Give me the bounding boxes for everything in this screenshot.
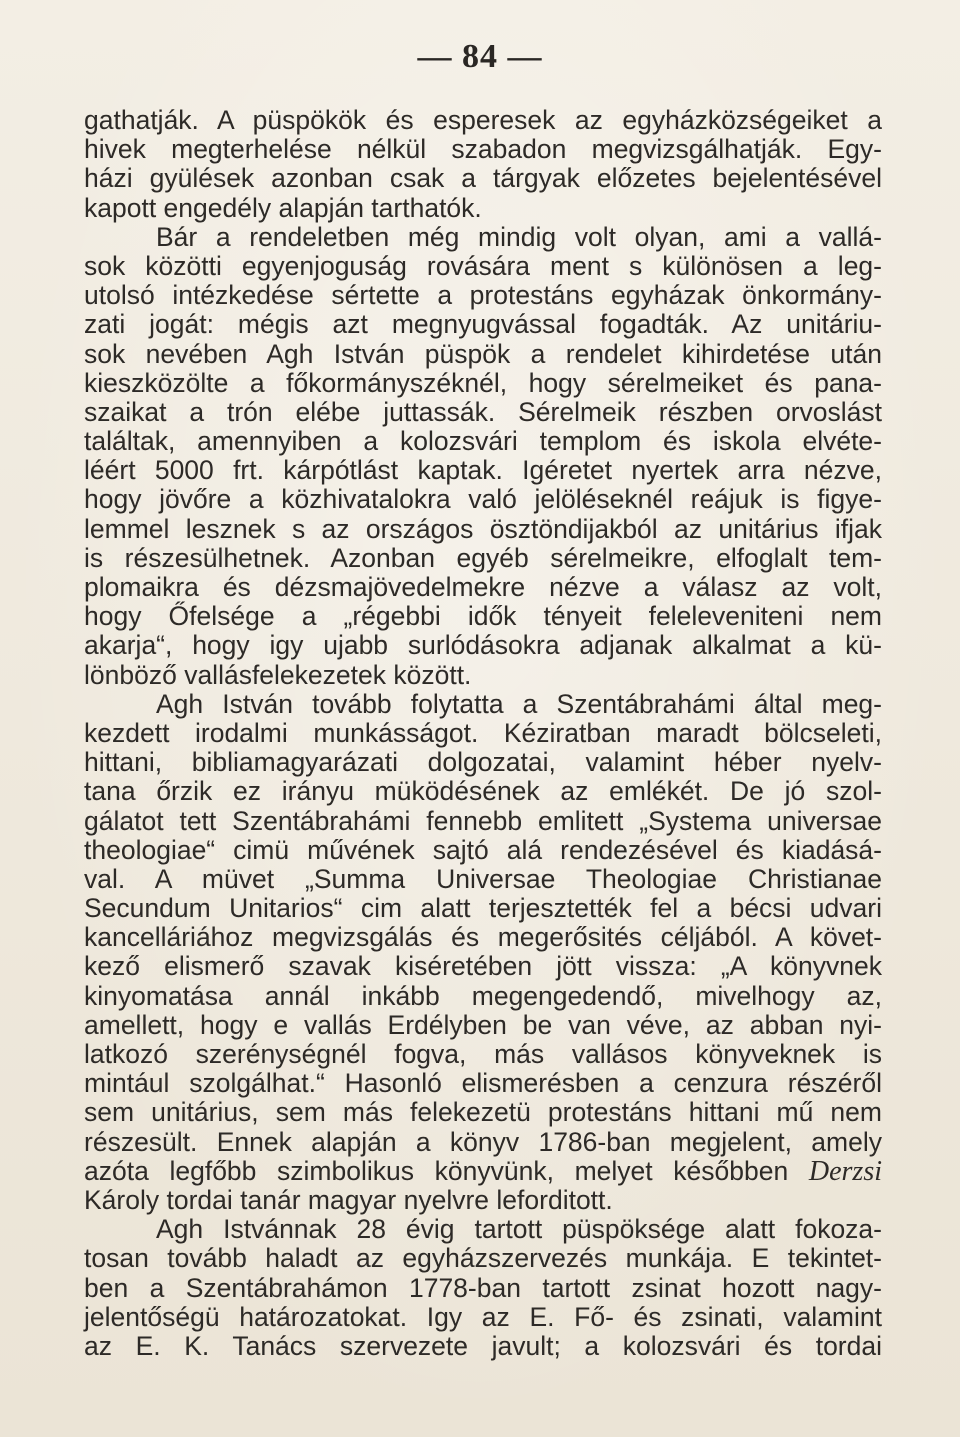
text-line: az E. K. Tanács szervezete javult; a kolozsvári és tordai xyxy=(84,1330,882,1361)
text-line: latkozó szerénységnél fogva, más vallásos könyveknek is xyxy=(84,1039,882,1069)
text-line: hogy Őfelsége a „régebbi idők tényeit feleleveniteni nem xyxy=(84,601,882,632)
text-line: sok nevében Agh István püspök a rendelet kihirdetése után xyxy=(84,338,882,369)
text-line: val. A müvet „Summa Universae Theologiae Christianae xyxy=(84,863,882,894)
text-line: kieszközölte a főkormányszéknél, hogy sérelmeiket és pana- xyxy=(84,367,882,398)
text-line: kapott engedély alapján tarthatók. xyxy=(84,192,482,223)
text-line-with-italic xyxy=(84,1157,882,1186)
text-line: jelentőségü határozatokat. Igy az E. Fő- és zsinati, valamint xyxy=(84,1301,882,1332)
text-line: Károly tordai tanár magyar nyelvre leforditott. xyxy=(84,1184,613,1215)
page-text xyxy=(84,106,882,1361)
text-line: sem unitárius, sem más felekezetü protestáns hittani mű nem xyxy=(84,1097,882,1128)
text-line: utolsó intézkedése sértette a protestáns egyházak önkormány- xyxy=(84,280,882,311)
text-line: hittani, bibliamagyarázati dolgozatai, valamint héber nyelv- xyxy=(84,747,882,778)
text-line: gálatot tett Szentábrahámi fennebb emlitett „Systema universae xyxy=(84,805,882,836)
text-line: is részesülhetnek. Azonban egyéb sérelmeikre, elfoglalt tem- xyxy=(84,542,882,573)
text-line: tosan tovább haladt az egyházszervezés munkája. E tekintet- xyxy=(84,1243,882,1274)
text-line: részesült. Ennek alapján a könyv 1786-ban megjelent, amely xyxy=(84,1126,882,1157)
text-line: lemmel lesznek s az országos ösztöndijakból az unitárius ifjak xyxy=(84,513,882,544)
text-line: szaikat a trón elébe juttassák. Sérelmeik részben orvoslást xyxy=(84,396,882,427)
text-line: találtak, amennyiben a kolozsvári templom és iskola elvéte- xyxy=(84,426,882,457)
text-line: hivek megterhelése nélkül szabadon megvizsgálhatják. Egy- xyxy=(84,134,882,165)
text-line: theologiae“ cimü művének sajtó alá rendezésével és kiadásá- xyxy=(84,834,882,865)
text-line: léért 5000 frt. kárpótlást kaptak. Igéretet nyertek arra nézve, xyxy=(84,455,882,486)
page-number: — 84 — xyxy=(417,38,543,75)
paragraph-start-line: Agh Istvánnak 28 évig tartott püspöksége alatt fokoza- xyxy=(156,1214,882,1245)
text-line: amellett, hogy e vallás Erdélyben be van véve, az abban nyi- xyxy=(84,1009,882,1040)
text-line: lönböző vallásfelekezetek között. xyxy=(84,659,472,690)
text-line: hogy jövőre a közhivatalokra való jelöléseknél reájuk is figye- xyxy=(84,484,882,515)
text-line: kezdett irodalmi munkásságot. Kéziratban maradt bölcseleti, xyxy=(84,717,882,748)
paragraph-start-line: Bár a rendeletben még mindig volt olyan, ami a vallá- xyxy=(156,221,882,252)
text-line: akarja“, hogy igy ujabb surlódásokra adjanak alkalmat a kü- xyxy=(84,630,882,661)
text-line: tana őrzik ez irányu müködésének az emlékét. De jó szol- xyxy=(84,776,882,807)
text-line: plomaikra és dézsmajövedelmekre nézve a válasz az volt, xyxy=(84,572,882,602)
text-line: kancelláriához megvizsgálás és megerősités céljából. A követ- xyxy=(84,922,882,953)
text-line: mintául szolgálhat.“ Hasonló elismerésben a cenzura részéről xyxy=(84,1068,882,1099)
text-line: kező elismerő szavak kiséretében jött vissza: „A könyvnek xyxy=(84,951,882,982)
text-line-part: azóta legfőbb szimbolikus könyvünk, melyet későbben xyxy=(84,1155,789,1186)
text-line: házi gyülések azonban csak a tárgyak előzetes bejelentésével xyxy=(84,163,882,194)
text-line: sok közötti egyenjoguság rovására ment s különösen a leg- xyxy=(84,250,882,281)
italic-author-name: Derzsi xyxy=(808,1155,882,1187)
text-line: kinyomatása annál inkább megengedendő, mivelhogy az, xyxy=(84,980,882,1011)
text-line: Secundum Unitarios“ cim alatt terjesztették fel a bécsi udvari xyxy=(84,893,882,924)
paragraph-start-line: Agh István tovább folytatta a Szentábrahámi által meg- xyxy=(156,688,882,719)
text-line: zati jogát: mégis azt megnyugvással fogadták. Az unitáriu- xyxy=(84,309,882,340)
text-line: ben a Szentábrahámon 1778-ban tartott zsinat hozott nagy- xyxy=(84,1272,882,1303)
text-line: gathatják. A püspökök és esperesek az egyházközségeiket a xyxy=(84,105,882,135)
